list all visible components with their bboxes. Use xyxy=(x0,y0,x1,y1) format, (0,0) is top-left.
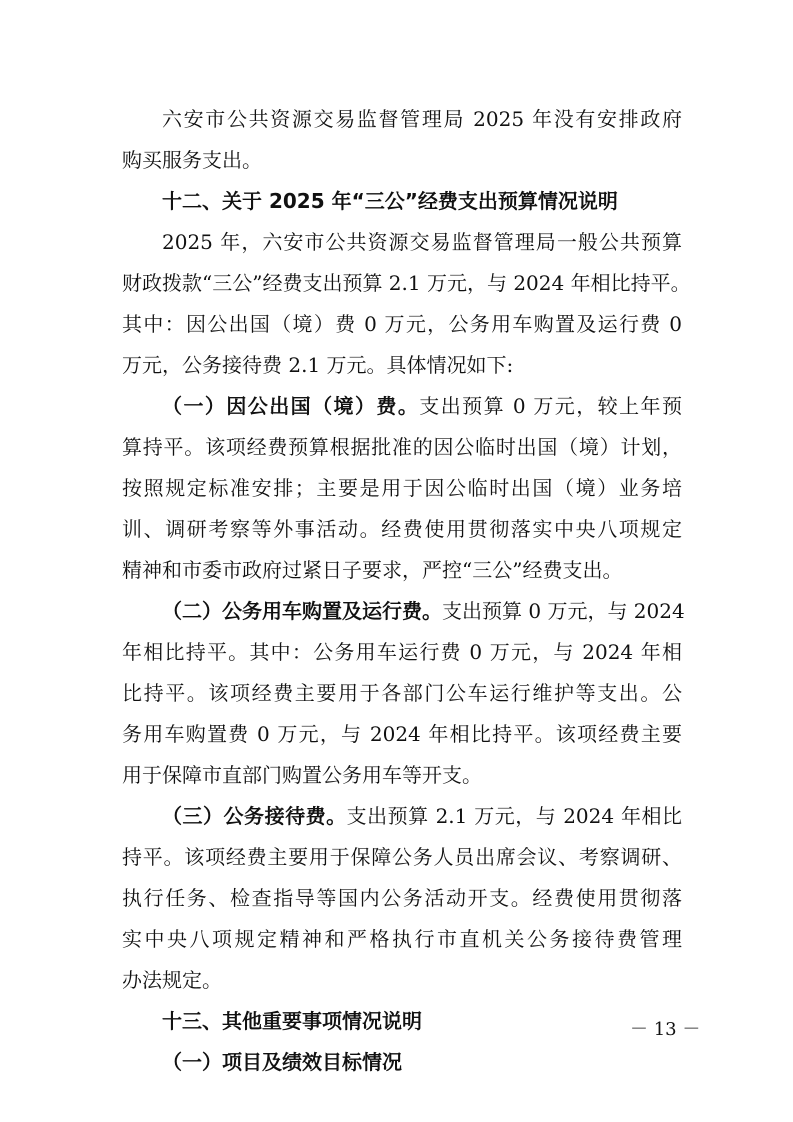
subsection-text: 支出预算 0 万元，较上年预 xyxy=(419,394,682,418)
paragraph-line: 按照规定标准安排；主要是用于因公临时出国（境）业务培 xyxy=(122,476,682,500)
subsection-text: 支出预算 0 万元，与 2024 xyxy=(442,599,685,623)
section-heading-13: 十三、其他重要事项情况说明 xyxy=(162,1009,422,1033)
paragraph-line: 用于保障市直部门购置公务用车等开支。 xyxy=(122,763,482,787)
paragraph-line: 务用车购置费 0 万元，与 2024 年相比持平。该项经费主要 xyxy=(122,722,682,746)
paragraph-line: 执行任务、检查指导等国内公务活动开支。经费使用贯彻落 xyxy=(122,886,682,910)
page-number: － 13 － xyxy=(630,1019,701,1040)
paragraph-line: 万元，公务接待费 2.1 万元。具体情况如下: xyxy=(122,353,514,377)
paragraph-line: 比持平。该项经费主要用于各部门公车运行维护等支出。公 xyxy=(122,681,682,705)
subsection-heading-13-1: （一）项目及绩效目标情况 xyxy=(162,1050,402,1074)
paragraph-line: 持平。该项经费主要用于保障公务人员出席会议、考察调研、 xyxy=(122,845,682,869)
paragraph-line: 财政拨款“三公”经费支出预算 2.1 万元，与 2024 年相比持平。 xyxy=(122,271,691,295)
paragraph-line: 实中央八项规定精神和严格执行市直机关公务接待费管理 xyxy=(122,927,682,951)
subsection-title-3: （三）公务接待费。 xyxy=(162,804,347,828)
section-heading-12: 十二、关于 2025 年“三公”经费支出预算情况说明 xyxy=(162,189,618,213)
subsection-line xyxy=(162,801,682,831)
subsection-title-1: （一）因公出国（境）费。 xyxy=(162,394,420,418)
subsection-line xyxy=(162,596,685,626)
paragraph-line: 其中：因公出国（境）费 0 万元，公务用车购置及运行费 0 xyxy=(122,312,682,336)
paragraph-line: 精神和市委市政府过紧日子要求，严控“三公”经费支出。 xyxy=(122,558,623,582)
paragraph-line: 年相比持平。其中：公务用车运行费 0 万元，与 2024 年相 xyxy=(122,640,682,664)
paragraph-line: 算持平。该项经费预算根据批准的因公临时出国（境）计划， xyxy=(122,435,682,459)
paragraph-line: 训、调研考察等外事活动。经费使用贯彻落实中央八项规定 xyxy=(122,517,682,541)
paragraph-line: 六安市公共资源交易监督管理局 2025 年没有安排政府 xyxy=(162,107,682,131)
subsection-text: 支出预算 2.1 万元，与 2024 年相比 xyxy=(346,804,682,828)
paragraph-line: 2025 年，六安市公共资源交易监督管理局一般公共预算 xyxy=(162,230,682,254)
paragraph-line: 购买服务支出。 xyxy=(122,148,262,172)
paragraph-line: 办法规定。 xyxy=(122,968,222,992)
subsection-title-2: （二）公务用车购置及运行费。 xyxy=(162,599,442,623)
subsection-line xyxy=(162,391,682,421)
